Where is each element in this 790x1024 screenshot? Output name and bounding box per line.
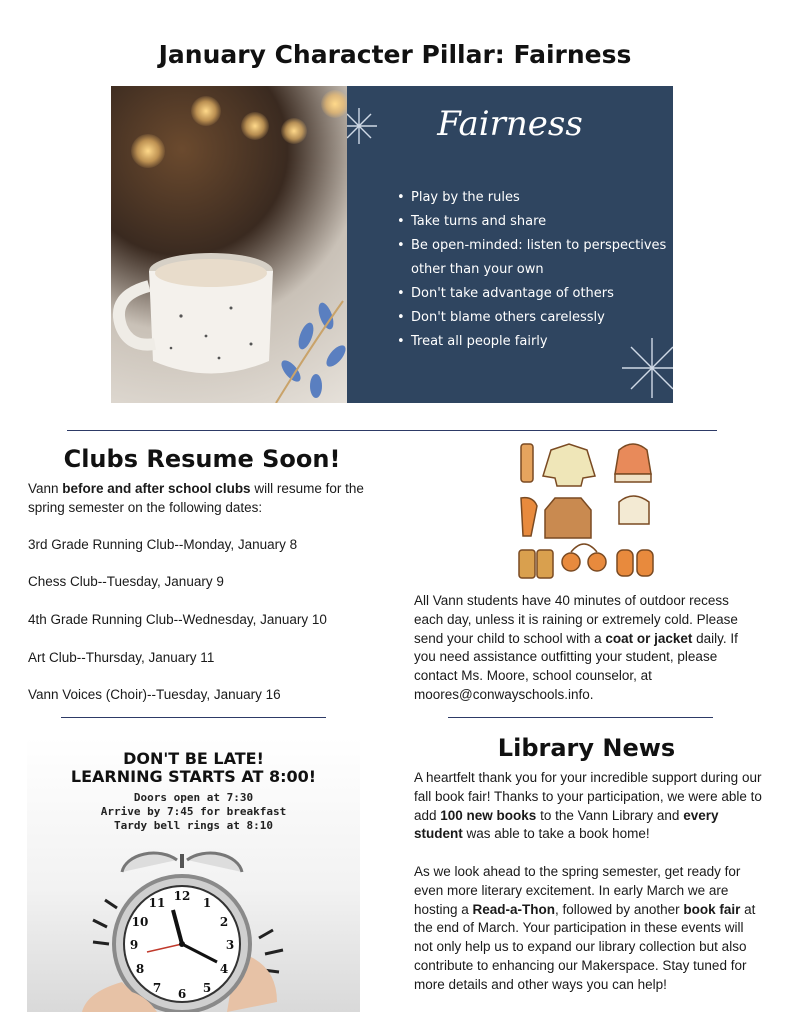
list-item: • Take turns and share (397, 210, 667, 234)
club-item: Vann Voices (Choir)--Tuesday, January 16 (28, 687, 281, 702)
poster-tardy: Tardy bell rings at 8:10 (114, 819, 273, 832)
list-item: • Be open-minded: listen to perspectives other than your own (397, 234, 667, 282)
clubs-heading: Clubs Resume Soon! (63, 445, 341, 473)
mug-icon (111, 86, 347, 403)
club-item: 3rd Grade Running Club--Monday, January 8 (28, 537, 298, 552)
poster-subheadline: LEARNING STARTS AT 8:00! (70, 767, 317, 786)
clock-number: 6 (177, 987, 187, 1001)
section-divider (67, 430, 717, 431)
list-item: • Play by the rules (397, 186, 667, 210)
fairness-panel (347, 86, 673, 403)
winter-clothing-icon (515, 440, 660, 582)
fairness-banner (111, 86, 673, 403)
list-item: • Treat all people fairly (397, 330, 667, 354)
clock-number: 2 (219, 915, 229, 929)
library-paragraph-2: As we look ahead to the spring semester, get ready for even more literary excitement. In early March we are hosting a Read-a-Thon, followed by another book fair at the end of March. Your participation in these events will not only help us to expand our library collection but also contribute to enhancing our Makerspace. Stay tuned for more details and other ways you can help! (414, 864, 756, 992)
clock-number: 10 (131, 915, 149, 929)
clubs-intro: Vann before and after school clubs will resume for the spring semester on the following dates: (28, 481, 364, 515)
clock-number: 5 (202, 981, 212, 995)
recess-paragraph: All Vann students have 40 minutes of outdoor recess each day, unless it is raining or extremely cold. Please send your child to school with a coat or jacket daily. If you need assistance outfitting your student, please contact Ms. Moore, school counselor, at moores@conwayschools.info. (414, 593, 738, 702)
clock-number: 11 (148, 896, 166, 910)
club-item: Chess Club--Tuesday, January 9 (28, 574, 224, 589)
section-divider (448, 717, 713, 718)
clock-number: 9 (129, 938, 139, 952)
list-item: • Don't blame others carelessly (397, 306, 667, 330)
clock-number: 12 (173, 889, 191, 903)
alarm-clock-icon (27, 832, 360, 1012)
clock-number: 8 (135, 962, 145, 976)
page-title: January Character Pillar: Fairness (158, 40, 632, 69)
clock-number: 1 (202, 896, 212, 910)
library-paragraph-1: A heartfelt thank you for your incredible support during our fall book fair! Thanks to your participation, we were able to add 100 new books to the Vann Library and every student was able to take a book home! (414, 770, 762, 842)
list-item: • Don't take advantage of others (397, 282, 667, 306)
poster-doors: Doors open at 7:30 (133, 791, 254, 804)
poster-headline: DON'T BE LATE! (123, 749, 264, 768)
fairness-list (397, 186, 667, 354)
dont-be-late-poster (27, 737, 360, 1012)
fairness-heading: Fairness (437, 104, 583, 144)
coffee-mug-photo (111, 86, 347, 403)
clock-number: 3 (225, 938, 235, 952)
section-divider (61, 717, 326, 718)
library-heading: Library News (497, 734, 676, 762)
poster-breakfast: Arrive by 7:45 for breakfast (100, 805, 287, 818)
club-item: 4th Grade Running Club--Wednesday, January 10 (28, 612, 327, 627)
clock-number: 4 (219, 962, 229, 976)
clock-number: 7 (152, 981, 162, 995)
club-item: Art Club--Thursday, January 11 (28, 650, 215, 665)
